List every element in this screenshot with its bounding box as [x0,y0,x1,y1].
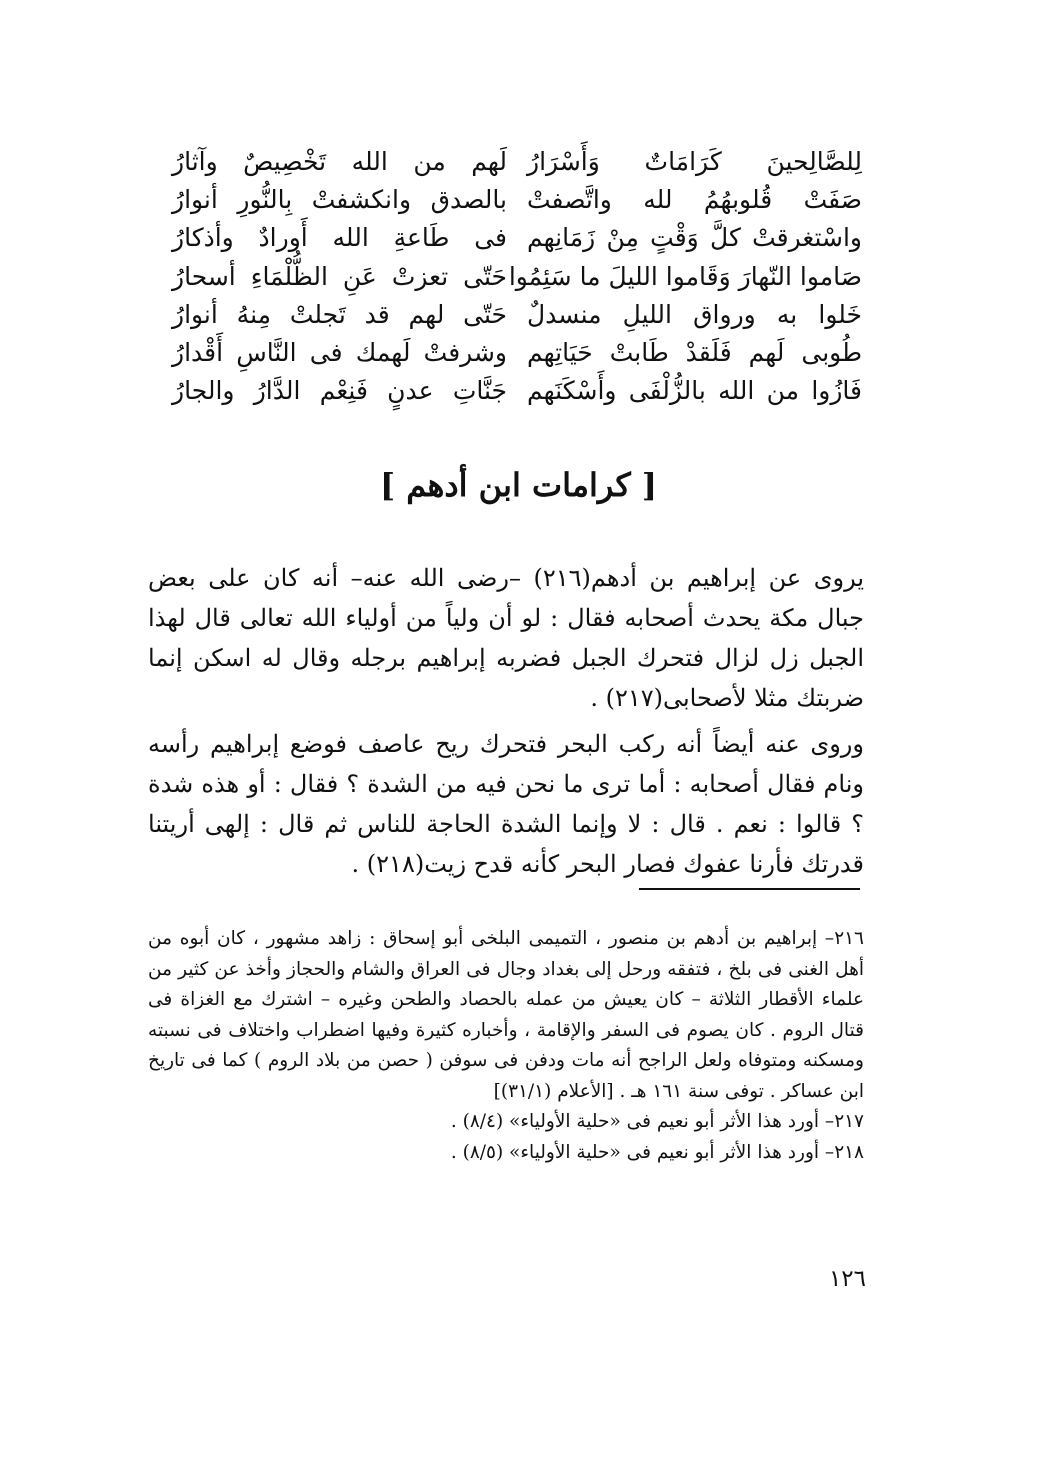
verse-first-hemistich: طُوبى لَهم فَلَقدْ طَابتْ حَيَاتِهم [527,338,862,368]
poem-verse [172,295,862,333]
page-number: ١٢٦ [828,1266,866,1292]
poem [172,142,862,410]
verse-second-hemistich: لَهم من الله تَخْصِيصٌ وآثارُ [172,146,507,176]
verse-second-hemistich: حَتّى لهم قد تَجلتْ مِنهُ أنوارُ [172,299,507,329]
section-heading: [ كرامات ابن أدهم ] [379,466,658,504]
poem-verse [172,333,862,371]
verse-first-hemistich: خَلوا به ورواق الليلِ منسدلٌ [527,299,862,329]
verse-first-hemistich: صَفَتْ قُلوبهُمُ لله واتَّصفتْ [527,184,862,214]
poem-verse [172,219,862,257]
footnote-216: ٢١٦– إبراهيم بن أدهم بن منصور ، التميمى البلخى أبو إسحاق : زاهد مشهور ، كان أبوه من أهل الغنى فى بلخ ، فتفقه ورحل إلى بغداد وجال فى العراق والشام والحجاز وأخذ عن كثير من علماء الأقطار الثلاثة – كان يعيش من عمله بالحصاد والطحن وغيره – اشترك مع الغزاة فى قتال الروم . كان يصوم فى السفر والإقامة ، وأخباره كثيرة وفيها اضطراب واختلاف فى نسبته ومسكنه ومتوفاه ولعل الراجح أنه مات ودفن فى سوفن ( حصن من بلاد الروم ) كما فى تاريخ ابن عساكر . توفى سنة ١٦١ هـ . [الأعلام (٣١/١)] [148,928,864,1102]
verse-second-hemistich: بالصدق وانكشفتْ بِالنُّورِ أنوارُ [172,184,507,214]
body-paragraph: يروى عن إبراهيم بن أدهم(٢١٦) –رضى الله عنه– أنه كان على بعض جبال مكة يحدث أصحابه فقال : لو أن ولياً من أولياء الله تعالى قال لهذا الجبل زل لزال فتحرك الجبل فضربه إبراهيم برجله وقال له اسكن إنما ضربتك مثلا لأصحابى(٢١٧) . [148,564,865,712]
poem-verse [172,372,862,410]
footnote-218: ٢١٨– أورد هذا الأثر أبو نعيم فى «حلية الأولياء» (٨/٥) . [450,1141,864,1163]
verse-second-hemistich: وشرفتْ لَهمك فى النَّاسِ أَقْدارُ [172,338,507,368]
verse-first-hemistich: لِلصَّالِحينَ كَرَامَاتٌ وَأَسْرَارُ [527,146,862,176]
verse-first-hemistich: صَاموا النّهارَ وَقَاموا الليلَ ما سَئِمُوا [508,261,862,291]
verse-second-hemistich: فى طَاعةِ الله أَورادٌ وأذكارُ [172,223,507,253]
footnote-divider [639,888,860,890]
verse-first-hemistich: فَازُوا من الله بالزُّلْفَى وأَسْكَنَهم [527,376,862,406]
body-paragraph: وروى عنه أيضاً أنه ركب البحر فتحرك ريح عاصف فوضع إبراهيم رأسه ونام فقال أصحابه : أما ترى ما نحن فيه من الشدة ؟ فقال : أو هذه شدة ؟ قالوا : نعم . قال : لا وإنما الشدة الحاجة للناس ثم قال : إلهى أريتنا قدرتك فأرنا عفوك فصار البحر كأنه قدح زيت(٢١٨) . [148,730,864,878]
poem-verse [172,257,862,295]
poem-verse [172,180,862,218]
footnote-217: ٢١٧– أورد هذا الأثر أبو نعيم فى «حلية الأولياء» (٨/٤) . [450,1111,864,1132]
verse-first-hemistich: واسْتغرقتْ كلَّ وَقْتٍ مِنْ زَمَانِهم [527,223,862,253]
footnotes [148,924,864,1168]
verse-second-hemistich: حَتّى تعزتْ عَنِ الظُّلْمَاءِ أسحارُ [172,261,507,291]
poem-verse [172,142,862,180]
verse-second-hemistich: جَنَّاتِ عدنٍ فَنِعْم الدَّارُ والجارُ [172,376,507,406]
